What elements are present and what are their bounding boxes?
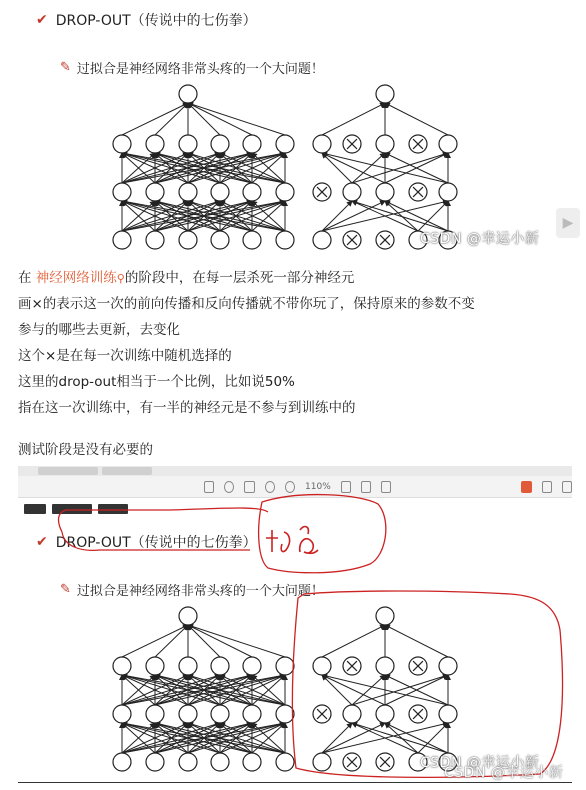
top-heading-text: DROP-OUT（传说中的七伤拳） xyxy=(55,13,257,29)
divider xyxy=(18,782,572,783)
watermark-bottom-echo: CSDN @幸运小新 xyxy=(444,765,564,781)
neuron xyxy=(146,231,164,249)
neuron xyxy=(179,85,197,103)
zoom-level[interactable]: 110% xyxy=(305,481,331,492)
paragraph-5: 这里的drop-out相当于一个比例，比如说50% xyxy=(18,374,295,390)
paragraph-7: 测试阶段是没有必要的 xyxy=(18,442,153,458)
neuron xyxy=(376,85,394,103)
neuron xyxy=(113,231,131,249)
check-icon: ✔ xyxy=(36,12,48,28)
watermark-bottom: CSDN @幸运小新 xyxy=(420,755,540,771)
pencil-icon: ✎ xyxy=(60,60,71,75)
neuron xyxy=(376,183,394,201)
edges xyxy=(122,103,448,231)
neuron xyxy=(243,183,261,201)
bottom-heading-text: DROP-OUT（传说中的七伤拳） xyxy=(55,535,257,551)
bottom-subheading-text: 过拟合是神经网络非常头疼的一个大问题！ xyxy=(76,584,324,599)
neuron xyxy=(276,183,294,201)
neuron xyxy=(211,231,229,249)
neuron xyxy=(179,183,197,201)
paragraph-1 xyxy=(18,266,354,286)
neuron xyxy=(439,183,457,201)
paragraph-4: 这个×是在每一次训练中随机选择的 xyxy=(18,348,232,364)
neuron xyxy=(343,183,361,201)
neuron xyxy=(113,183,131,201)
neuron xyxy=(376,135,394,153)
neuron xyxy=(313,135,331,153)
check-icon: ✔ xyxy=(36,534,48,550)
link-neural-network-training[interactable]: 神经网络训练 xyxy=(35,270,117,286)
network-group xyxy=(113,85,457,249)
handwritten-annotations xyxy=(0,460,586,790)
p1-prefix: 在 xyxy=(18,270,36,286)
neuron xyxy=(179,231,197,249)
paragraph-3: 参与的哪些去更新，去变化 xyxy=(18,322,180,338)
search-icon[interactable]: ⚲ xyxy=(116,272,125,285)
network-diagram-top xyxy=(100,80,460,260)
neuron xyxy=(179,135,197,153)
play-icon[interactable]: ▶ xyxy=(556,208,580,238)
paragraph-2: 画×的表示这一次的前向传播和反向传播就不带你玩了，保持原来的参数不变 xyxy=(18,296,475,312)
neuron xyxy=(439,135,457,153)
p1-suffix: 的阶段中，在每一层杀死一部分神经元 xyxy=(124,270,355,286)
neuron xyxy=(243,231,261,249)
paragraph-6: 指在这一次训练中，有一半的神经元是不参与到训练中的 xyxy=(18,400,356,416)
neuron xyxy=(113,135,131,153)
top-subheading-text: 过拟合是神经网络非常头疼的一个大问题！ xyxy=(76,62,324,77)
pencil-icon: ✎ xyxy=(60,582,71,597)
neuron xyxy=(146,135,164,153)
top-subheading xyxy=(60,58,324,77)
neuron xyxy=(276,135,294,153)
neuron xyxy=(146,183,164,201)
neuron xyxy=(313,231,331,249)
neuron xyxy=(211,183,229,201)
neuron xyxy=(276,231,294,249)
top-heading xyxy=(36,10,257,30)
watermark-top: CSDN @幸运小新 xyxy=(420,231,540,247)
neuron xyxy=(243,135,261,153)
neuron xyxy=(211,135,229,153)
